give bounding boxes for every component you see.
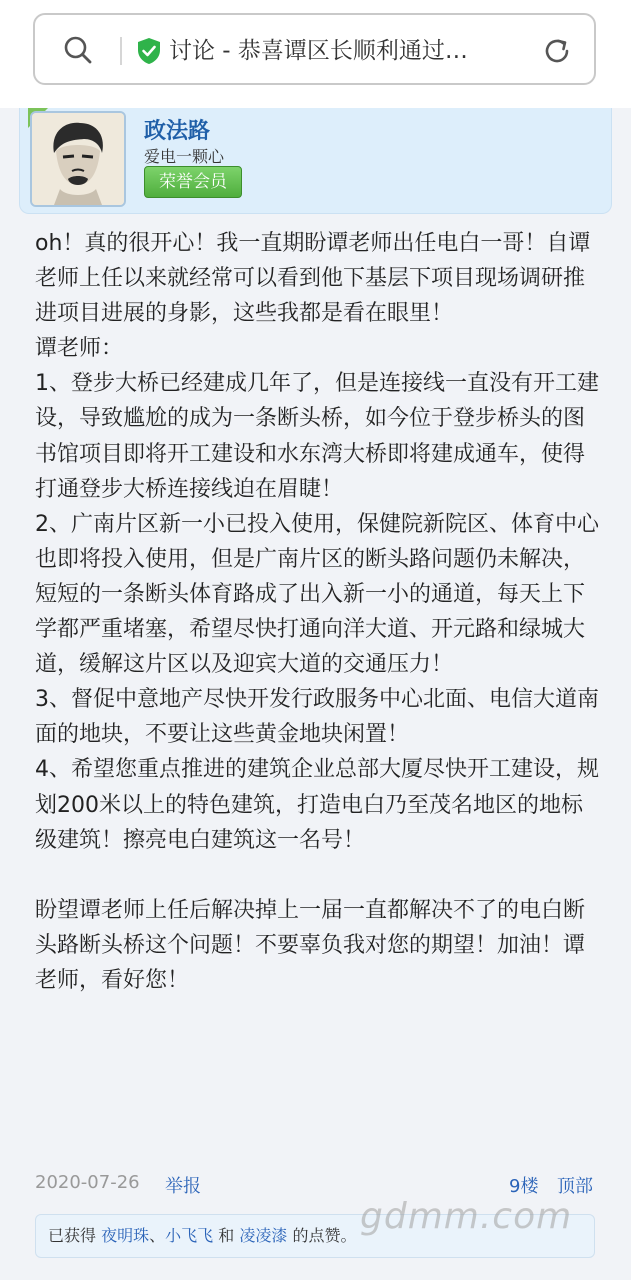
site-watermark: gdmm.com [360,1196,573,1237]
back-to-top-link[interactable]: 顶部 [557,1176,593,1197]
author-name[interactable]: 政法路 [144,119,211,144]
post-paragraph: oh！真的很开心！我一直期盼谭老师出任电白一哥！自谭老师上任以来就经常可以看到他下基层下项目现场调研推进项目进展的身影，这些我都是看在眼里！ [35,231,591,327]
post-paragraph: 1、登步大桥已经建成几年了，但是连接线一直没有开工建设，导致尴尬的成为一条断头桥，如今位于登步桥头的图书馆项目即将开工建设和水东湾大桥即将建成通车，使得打通登步大桥连接线迫在眉睫！ [35,371,599,502]
reload-icon[interactable] [541,35,573,67]
post-paragraph: 3、督促中意地产尽快开发行政服务中心北面、电信大道南面的地块，不要让这些黄金地块闲置！ [35,687,599,748]
post-paragraph: 盼望谭老师上任后解决掉上一届一直都解决不了的电白断头路断头桥这个问题！不要辜负我对您的期望！加油！谭老师，看好您！ [35,897,586,993]
page-title-text[interactable]: 讨论 - 恭喜谭区长顺利通过… [169,38,468,64]
member-badge: 荣誉会员 [144,166,242,198]
secure-shield-icon [137,37,161,65]
liker-link[interactable]: 夜明珠 [101,1226,150,1245]
avatar[interactable] [30,111,126,207]
search-icon[interactable] [63,35,93,65]
liker-link[interactable]: 小飞飞 [165,1226,214,1245]
author-signature: 爱电一颗心 [144,147,225,166]
likes-separator: 、 [149,1226,166,1245]
post-date: 2020-07-26 [35,1172,140,1193]
avatar-portrait-icon [32,113,124,205]
post-author-header [19,108,612,214]
post-paragraph: 谭老师： [35,336,124,362]
post-paragraph: 4、希望您重点推进的建筑企业总部大厦尽快开工建设，规划200米以上的特色建筑，打造电白乃至茂名地区的地标级建筑！擦亮电白建筑这一名号！ [35,757,599,853]
likes-suffix: 的点赞。 [292,1226,357,1245]
browser-toolbar [0,0,631,108]
liker-link[interactable]: 凌凌漆 [239,1226,288,1245]
likes-and: 和 [218,1226,235,1245]
likes-prefix: 已获得 [48,1226,97,1245]
post-content [35,226,601,998]
floor-number-link[interactable]: 9楼 [509,1176,539,1197]
post-paragraph: 2、广南片区新一小已投入使用，保健院新院区、体育中心也即将投入使用，但是广南片区的断头路问题仍未解决，短短的一条断头体育路成了出入新一小的通道，每天上下学都严重堵塞，希望尽快打通向洋大道、开元路和绿城大道，缓解这片区以及迎宾大道的交通压力！ [35,511,599,678]
address-bar-divider [120,37,122,65]
address-bar[interactable] [33,13,596,85]
post-blank-line [35,858,601,893]
report-link[interactable]: 举报 [165,1176,201,1197]
